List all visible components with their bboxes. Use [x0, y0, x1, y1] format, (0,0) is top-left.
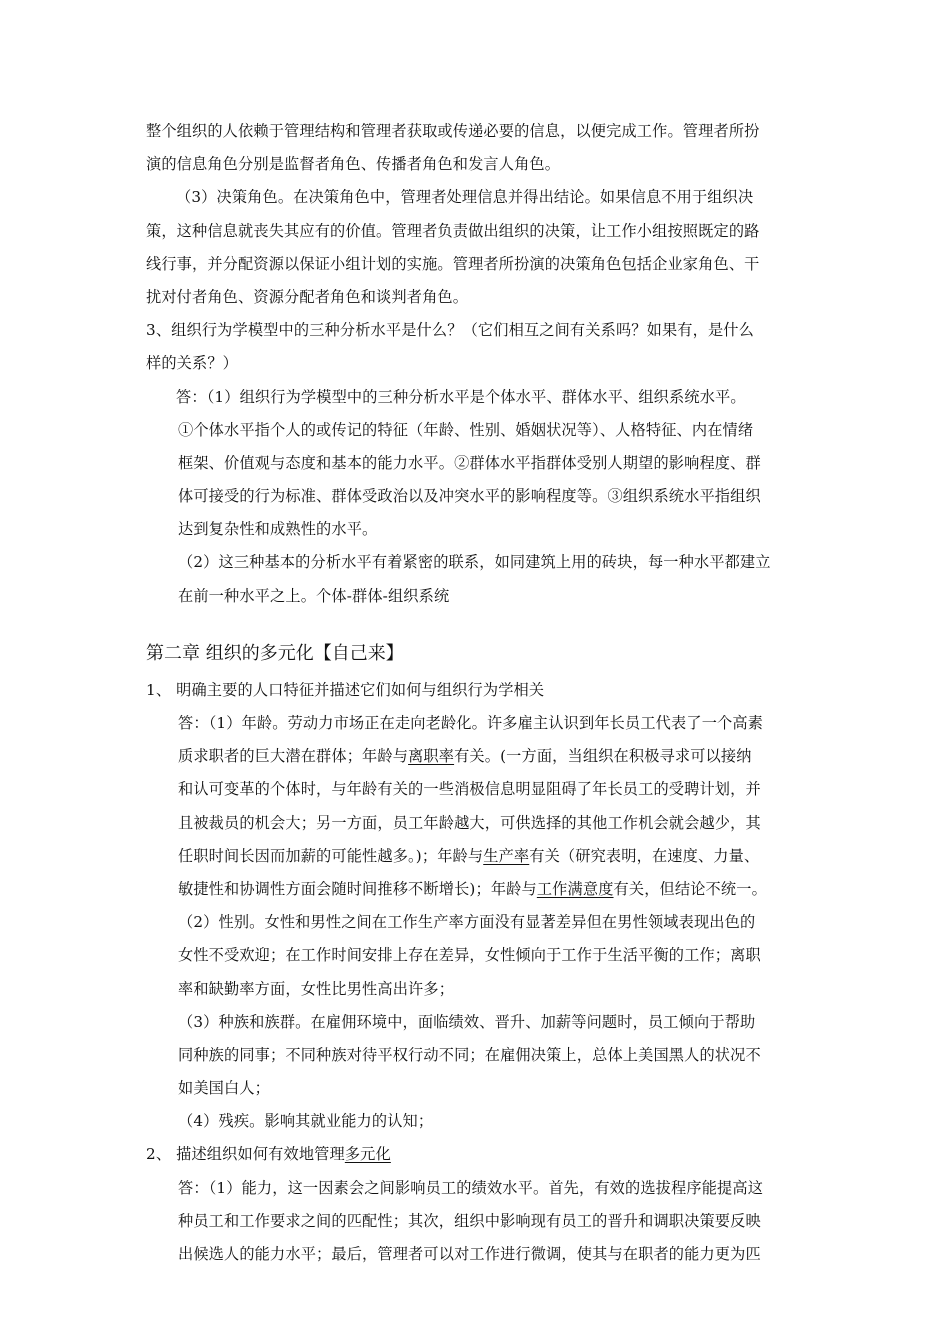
paragraph-line: 扰对付者角色、资源分配者角色和谈判者角色。 [146, 287, 469, 306]
answer-line: 且被裁员的机会大；另一方面，员工年龄越大，可供选择的其他工作机会就会越少，其 [178, 813, 761, 832]
answer-line: 敏捷性和协调性方面会随时间推移不断增长)；年龄与工作满意度有关，但结论不统一。 [178, 879, 767, 898]
answer-line: 在前一种水平之上。个体-群体-组织系统 [178, 586, 450, 605]
answer-line: 任职时间长因而加薪的可能性越多。)；年龄与生产率有关（研究表明，在速度、力量、 [178, 846, 760, 865]
paragraph-line: （3）决策角色。在决策角色中，管理者处理信息并得出结论。如果信息不用于组织决 [176, 188, 754, 207]
answer-line: 率和缺勤率方面，女性比男性高出许多； [178, 979, 455, 998]
paragraph-line: 整个组织的人依赖于管理结构和管理者获取或传递必要的信息，以便完成工作。管理者所扮 [146, 122, 760, 140]
answer-line: ①个体水平指个人的或传记的特征（年龄、性别、婚姻状况等）、人格特征、内在情绪 [178, 420, 754, 439]
answer-line: （3）种族和族群。在雇佣环境中，面临绩效、晋升、加薪等问题时，员工倾向于帮助 [178, 1012, 756, 1031]
underlined-term: 工作满意度 [536, 879, 614, 898]
answer-line: 种员工和工作要求之间的匹配性；其次，组织中影响现有员工的晋升和调职决策要反映 [178, 1211, 761, 1230]
paragraph-line: 策，这种信息就丧失其应有的价值。管理者负责做出组织的决策，让工作小组按照既定的路 [146, 221, 760, 240]
answer-line: 女性不受欢迎；在工作时间安排上存在差异，女性倾向于工作于生活平衡的工作；离职 [178, 946, 761, 965]
answer-line: 框架、价值观与态度和基本的能力水平。②群体水平指群体受别人期望的影响程度、群 [178, 453, 761, 472]
answer-line: 达到复杂性和成熟性的水平。 [178, 520, 378, 539]
paragraph-line: 演的信息角色分别是监督者角色、传播者角色和发言人角色。 [146, 155, 561, 174]
document-page [146, 115, 810, 1271]
question-line: 1、 明确主要的人口特征并描述它们如何与组织行为学相关 [146, 680, 545, 699]
answer-line: 体可接受的行为标准、群体受政治以及冲突水平的影响程度等。③组织系统水平指组织 [178, 487, 761, 506]
question-line: 样的关系？） [146, 354, 239, 373]
answer-line: （2）这三种基本的分析水平有着紧密的联系，如同建筑上用的砖块，每一种水平都建立 [178, 553, 771, 572]
paragraph-line: 线行事，并分配资源以保证小组计划的实施。管理者所扮演的决策角色包括企业家角色、干 [146, 254, 760, 273]
chapter-heading: 第二章 组织的多元化【自己来】 [146, 642, 404, 664]
underlined-term: 多元化 [344, 1145, 391, 1164]
answer-line: 同种族的同事；不同种族对待平权行动不同；在雇佣决策上，总体上美国黑人的状况不 [178, 1045, 761, 1064]
answer-line: 答：（1）能力，这一因素会之间影响员工的绩效水平。首先，有效的选拔程序能提高这 [178, 1178, 764, 1197]
answer-line: 如美国白人； [178, 1079, 271, 1098]
question-line: 2、 描述组织如何有效地管理多元化 [146, 1145, 391, 1164]
answer-line: 质求职者的巨大潜在群体；年龄与离职率有关。(一方面，当组织在积极寻求可以接纳 [178, 747, 752, 766]
underlined-term: 离职率 [408, 747, 455, 766]
answer-line: （4）残疾。影响其就业能力的认知； [178, 1112, 434, 1131]
answer-line: 出候选人的能力水平；最后，管理者可以对工作进行微调，使其与在职者的能力更为匹 [178, 1245, 761, 1263]
underlined-term: 生产率 [483, 846, 530, 865]
answer-line: 和认可变革的个体时，与年龄有关的一些消极信息明显阻碍了年长员工的受聘计划，并 [178, 780, 761, 799]
answer-line: 答：（1）年龄。劳动力市场正在走向老龄化。许多雇主认识到年长员工代表了一个高素 [178, 714, 764, 732]
answer-line: （2）性别。女性和男性之间在工作生产率方面没有显著差异但在男性领域表现出色的 [178, 913, 756, 932]
answer-line: 答：（1）组织行为学模型中的三种分析水平是个体水平、群体水平、组织系统水平。 [176, 387, 746, 406]
question-line: 3、组织行为学模型中的三种分析水平是什么？（它们相互之间有关系吗？如果有，是什么 [146, 321, 754, 340]
